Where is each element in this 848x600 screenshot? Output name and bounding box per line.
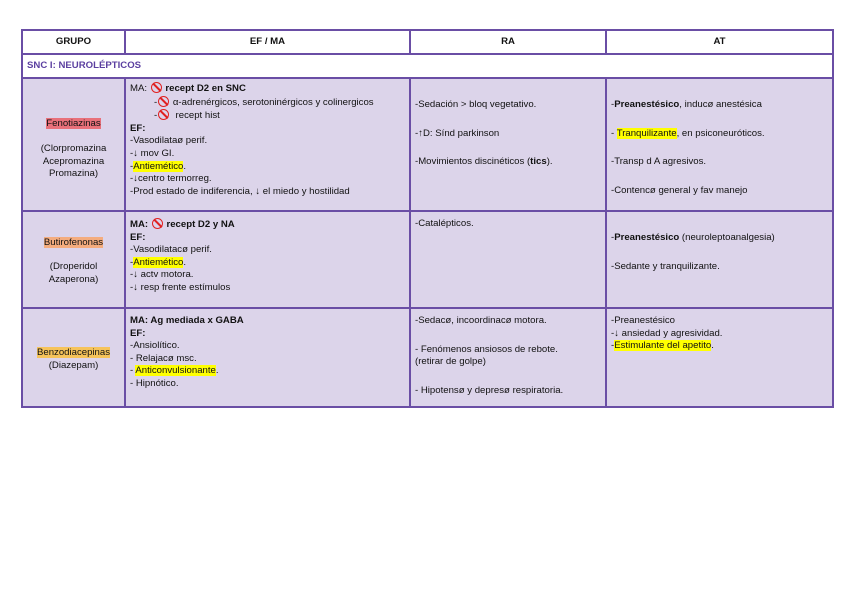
ma-text: MA: Ag mediada x GABA <box>130 315 244 326</box>
ef-label: EF: <box>130 327 146 339</box>
ef-label: EF: <box>130 122 146 134</box>
ef-item: -↓ mov GI. <box>130 147 175 159</box>
grupo-cell <box>22 211 125 308</box>
section-title: SNC I: NEUROLÉPTICOS <box>22 54 833 78</box>
ra-item: -Movimientos discinéticos ( <box>415 156 531 168</box>
ra-item: -Sedación > bloq vegetativo. <box>415 99 537 110</box>
ef-item-highlight: Anticonvulsionante <box>135 365 216 377</box>
at-item: -Contencø general y fav manejo <box>611 184 748 196</box>
ra-item-bold: tics <box>530 156 547 168</box>
grupo-example: Azaperona) <box>48 273 99 285</box>
header-grupo: GRUPO <box>22 30 125 54</box>
grupo-example: Promazina) <box>48 168 99 180</box>
at-item-prefix: - <box>611 340 615 352</box>
ef-item-highlight: Antiemético <box>133 160 184 172</box>
at-item-bold: Preanestésico <box>614 99 680 110</box>
grupo-example: (Clorpromazina <box>40 142 107 154</box>
ra-item: - Fenómenos ansiosos de rebote. <box>415 343 558 355</box>
ef-item-suffix: . <box>183 160 186 172</box>
at-item: -Sedante y tranquilizante. <box>611 260 720 272</box>
ra-cell <box>410 211 606 308</box>
ef-item: -Vasodilatacø perif. <box>130 244 212 256</box>
ef-ma-cell: MA: recept D2 y NA EF: -Vasodilatacø perif. -Antiemético. -↓ actv motora. -↓ resp frente estímulos <box>125 211 410 308</box>
header-ef-ma: EF / MA <box>125 30 410 54</box>
ma-label: MA: <box>130 83 148 94</box>
at-item-highlight: Estimulante del apetito <box>614 340 712 352</box>
ma-sub-text: recept hist <box>175 110 220 122</box>
prohibited-icon <box>151 82 162 93</box>
grupo-example: (Diazepam) <box>48 359 99 371</box>
grupo-example: Acepromazina <box>42 155 105 167</box>
ef-label: EF: <box>130 231 146 243</box>
ef-item: -↓centro termorreg. <box>130 173 212 185</box>
grupo-example: (Droperidol <box>49 261 98 273</box>
at-cell <box>606 308 833 407</box>
table-row <box>22 78 833 211</box>
ef-ma-cell: MA: recept D2 en SNC - α-adrenérgicos, serotoninérgicos y colinergicos - recept hist EF: -Vasodilataø perif. -↓ mov GI. -Antiemético. -↓centro termorreg. -Prod estado de indiferencia, ↓ el miedo y hostilidad <box>125 78 410 211</box>
header-at: AT <box>606 30 833 54</box>
at-cell: -Preanestésico (neuroleptoanalgesia) -Sedante y tranquilizante. <box>606 211 833 308</box>
ef-item: -Ansiolítico. <box>130 340 180 352</box>
at-item: (neuroleptoanalgesia) <box>679 232 775 243</box>
at-item: , inducø anestésica <box>679 99 762 110</box>
ef-item: -↓ actv motora. <box>130 269 194 281</box>
grupo-name: Benzodiacepinas <box>36 346 111 358</box>
ef-item: - Hipnótico. <box>130 377 179 389</box>
ra-item-suffix: ). <box>546 156 553 168</box>
ef-item-prefix: - <box>130 365 136 377</box>
at-item-bold: Preanestésico <box>614 232 680 243</box>
grupo-name: Butirofenonas <box>43 236 104 248</box>
header-row <box>22 30 833 54</box>
ef-item-prefix: - <box>130 160 134 172</box>
ma-label: MA: <box>130 219 149 230</box>
ra-item: -Catalépticos. <box>415 218 474 229</box>
header-ra: RA <box>410 30 606 54</box>
ma-sub-text: α-adrenérgicos, serotoninérgicos y colinergicos <box>172 96 374 108</box>
ma-text: recept D2 en SNC <box>165 83 246 94</box>
ra-item: (retirar de golpe) <box>415 356 486 368</box>
at-item-prefix: - <box>611 127 617 139</box>
section-row <box>22 54 833 78</box>
ef-item: -Vasodilataø perif. <box>130 135 208 147</box>
ef-ma-cell: MA: Ag mediada x GABA EF: -Ansiolítico. - Relajacø msc. - Anticonvulsionante. - Hipnótico. <box>125 308 410 407</box>
table-row <box>22 211 833 308</box>
ra-cell <box>410 78 606 211</box>
ef-item: -Prod estado de indiferencia, ↓ el miedo y hostilidad <box>130 185 350 197</box>
grupo-cell <box>22 308 125 407</box>
at-item: -↓ ansiedad y agresividad. <box>611 327 723 339</box>
grupo-cell <box>22 78 125 211</box>
prohibited-icon <box>158 109 169 120</box>
ra-item: - Hipotensø y depresø respiratoria. <box>415 384 564 396</box>
table-row <box>22 308 833 407</box>
ef-item-highlight: Antiemético <box>133 256 184 268</box>
ra-item: -↑D: Sínd parkinson <box>415 127 500 139</box>
at-item-suffix: . <box>711 340 714 352</box>
ef-item: -↓ resp frente estímulos <box>130 281 231 293</box>
grupo-name: Fenotiazinas <box>46 118 101 130</box>
prohibited-icon <box>152 218 163 229</box>
ma-text: recept D2 y NA <box>166 219 235 230</box>
at-item-highlight: Tranquilizante <box>616 127 677 139</box>
neurolepticos-table <box>21 29 834 408</box>
prohibited-icon <box>158 96 169 107</box>
at-item: , en psiconeuróticos. <box>676 127 765 139</box>
at-item: -Preanestésico <box>611 315 675 326</box>
ra-item: -Sedacø, incoordinacø motora. <box>415 315 547 326</box>
ra-cell <box>410 308 606 407</box>
at-item: -Transp d A agresivos. <box>611 156 707 168</box>
at-cell: -Preanestésico, inducø anestésica - Tranquilizante, en psiconeuróticos. -Transp d A agresivos. -Contencø general y fav manejo <box>606 78 833 211</box>
ef-item: - Relajacø msc. <box>130 352 197 364</box>
